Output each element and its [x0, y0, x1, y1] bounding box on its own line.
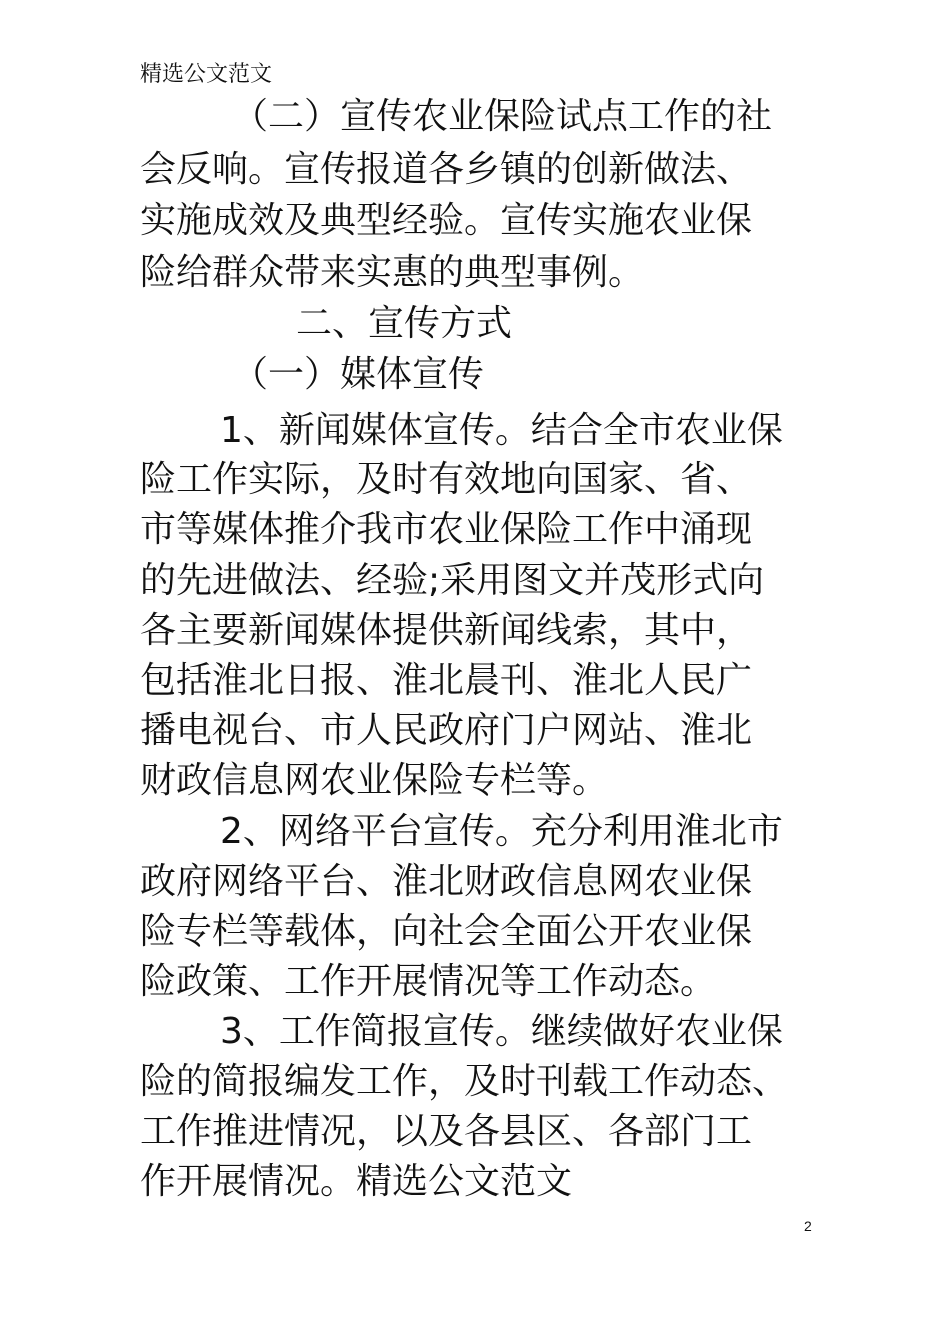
body-line: 会反响。宣传报道各乡镇的创新做法、: [140, 149, 753, 190]
body-line: 实施成效及典型经验。宣传实施农业保: [140, 200, 753, 241]
body-line: 市等媒体推介我市农业保险工作中涌现: [140, 509, 753, 550]
body-line: 工作推进情况，以及各县区、各部门工: [140, 1111, 753, 1152]
paragraph-1-start: 1、新闻媒体宣传。结合全市农业保: [220, 410, 783, 451]
body-line: 险给群众带来实惠的典型事例。: [140, 252, 645, 293]
body-line: 险专栏等载体，向社会全面公开农业保: [140, 911, 753, 952]
paragraph-2-start: 2、网络平台宣传。充分利用淮北市: [220, 811, 783, 852]
subsection-heading: （一）媒体宣传: [232, 354, 485, 395]
body-line: 作开展情况。精选公文范文: [140, 1161, 573, 1202]
body-line: 各主要新闻媒体提供新闻线索，其中，: [140, 610, 753, 651]
section-heading: 二、宣传方式: [296, 303, 513, 344]
body-line: 险工作实际，及时有效地向国家、省、: [140, 459, 753, 500]
body-line: 的先进做法、经验;采用图文并茂形式向: [140, 560, 765, 601]
body-line: 包括淮北日报、淮北晨刊、淮北人民广: [140, 660, 753, 701]
body-line: 政府网络平台、淮北财政信息网农业保: [140, 861, 753, 902]
paragraph-heading-er: （二）宣传农业保险试点工作的社: [232, 96, 773, 137]
body-line: 财政信息网农业保险专栏等。: [140, 760, 609, 801]
paragraph-3-start: 3、工作简报宣传。继续做好农业保: [220, 1011, 783, 1052]
body-line: 险政策、工作开展情况等工作动态。: [140, 961, 717, 1002]
body-line: 播电视台、市人民政府门户网站、淮北: [140, 710, 753, 751]
page-number: 2: [804, 1218, 812, 1234]
body-line: 险的简报编发工作，及时刊载工作动态、: [140, 1061, 789, 1102]
page-header: 精选公文范文: [140, 62, 273, 87]
